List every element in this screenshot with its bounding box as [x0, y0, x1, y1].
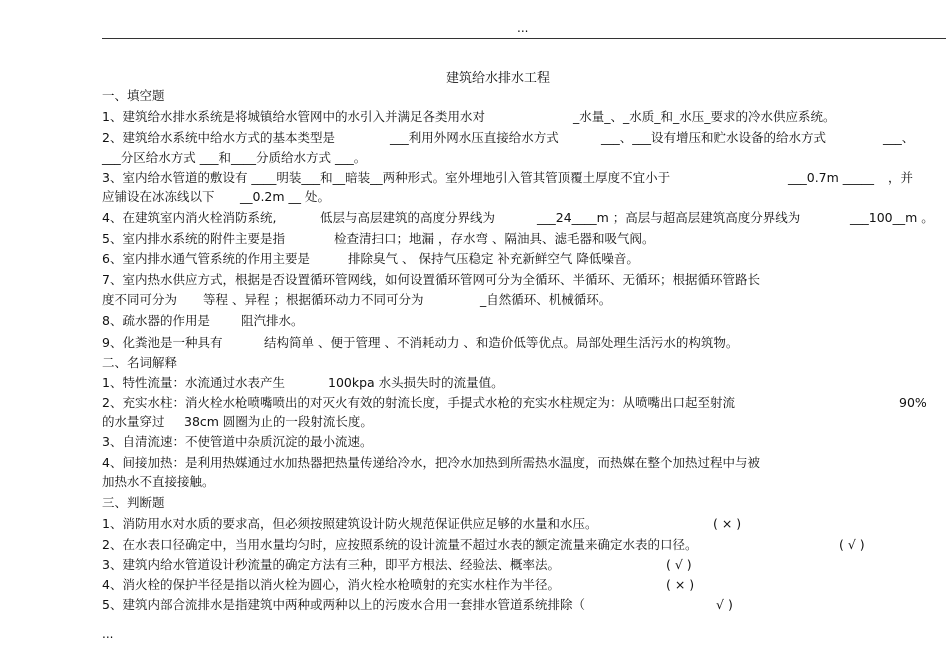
question-1: 1、建筑给水排水系统是将城镇给水管网中的水引入并满足各类用水对: [102, 109, 485, 124]
question-3-answer-1: ___0.7m _____: [788, 170, 875, 185]
judgement-2: 2、在水表口径确定中，当用水量均匀时，应按照系统的设计流量不超过水表的额定流量来确定水表的口径。: [102, 537, 698, 552]
question-9-answer: 结构简单 、便于管理 、不消耗动力 、和造价低等优点。局部处理生活污水的构筑物。: [264, 335, 739, 350]
question-2-answer-2: ___、___设有增压和贮水设备的给水方式: [601, 130, 827, 145]
question-2-answer-1: ___利用外网水压直接给水方式: [390, 130, 559, 145]
question-1-answer: _水量_、_水质_和_水压_要求的冷水供应系统。: [573, 109, 836, 124]
question-2-line-2: ___分区给水方式 ___和____分质给水方式 ___。: [102, 150, 367, 165]
judgement-5: 5、建筑内部合流排水是指建筑中两种或两种以上的污废水合用一套排水管道系统排除（: [102, 597, 585, 612]
question-2-line-1-end: ___、: [883, 130, 915, 145]
definition-2-line-2: 的水量穿过: [102, 414, 165, 429]
definition-2-line-2-rest: 38cm 圆圈为止的一段射流长度。: [184, 414, 373, 429]
document-title: 建筑给水排水工程: [446, 71, 551, 86]
judgement-1-mark: ( × ): [713, 516, 742, 531]
question-3-answer-2: __0.2m __ 处。: [240, 189, 331, 204]
question-3-line-2: 应铺设在冰冻线以下: [102, 189, 215, 204]
definition-2-line-1: 2、充实水柱：消火栓水枪喷嘴喷出的对灭火有效的射流长度，手提式水枪的充实水柱规定为：从喷嘴出口起至射流: [102, 395, 735, 410]
section-heading-fill-in: 一、填空题: [102, 88, 165, 103]
judgement-3: 3、建筑内给水管道设计秒流量的确定方法有三种，即平方根法、经验法、概率法。: [102, 557, 560, 572]
question-8-answer: 阻汽排水。: [241, 313, 304, 328]
question-3-line-1: 3、室内给水管道的敷设有 ____明装___和__暗装__两种形式。室外埋地引入管其管顶覆土厚度不宜小于: [102, 170, 671, 185]
question-2-line-1: 2、建筑给水系统中给水方式的基本类型是: [102, 130, 335, 145]
header-rule: [102, 38, 946, 39]
question-5-answer: 检查清扫口；地漏 ，存水弯 、隔油具、滤毛器和吸气阀。: [334, 231, 655, 246]
judgement-1: 1、消防用水对水质的要求高，但必须按照建筑设计防火规范保证供应足够的水量和水压。: [102, 516, 598, 531]
judgement-2-mark: ( √ ): [839, 537, 865, 552]
section-heading-true-false: 三、判断题: [102, 495, 165, 510]
definition-1-part-2: 100kpa 水头损失时的流量值。: [328, 375, 504, 390]
definition-3: 3、自清流速：不使管道中杂质沉淀的最小流速。: [102, 434, 373, 449]
question-4: 4、在建筑室内消火栓消防系统,: [102, 210, 277, 225]
question-7-line-1: 7、室内热水供应方式，根据是否设置循环管网线，如何设置循环管网可分为全循环、半循环、无循环；根据循环管路长: [102, 272, 760, 287]
judgement-3-mark: ( √ ): [666, 557, 692, 572]
judgement-4-mark: ( × ): [666, 577, 695, 592]
question-4-answer-1: ___24____m ；高层与超高层建筑高度分界线为: [537, 210, 801, 225]
judgement-4: 4、消火栓的保护半径是指以消火栓为圆心，消火栓水枪喷射的充实水柱作为半径。: [102, 577, 560, 592]
question-4-part-2: 低层与高层建筑的高度分界线为: [320, 210, 496, 225]
question-4-answer-2: ___100__m 。: [850, 210, 934, 225]
question-6: 6、室内排水通气管系统的作用主要是: [102, 251, 310, 266]
question-9: 9、化粪池是一种具有: [102, 335, 223, 350]
footer-dots: ...: [102, 627, 114, 641]
question-8: 8、疏水器的作用是: [102, 313, 210, 328]
question-7-answer-1: 等程 、异程 ；根据循环动力不同可分为: [203, 292, 424, 307]
definition-2-line-1-end: 90%: [899, 395, 927, 410]
definition-4-line-1: 4、间接加热：是利用热媒通过水加热器把热量传递给冷水，把冷水加热到所需热水温度，而热媒在整个加热过程中与被: [102, 455, 760, 470]
question-7-answer-2: _自然循环、机械循环。: [480, 292, 612, 307]
question-3-line-1-end: ，并: [888, 170, 914, 185]
judgement-5-mark: √ ): [716, 597, 733, 612]
definition-1: 1、特性流量：水流通过水表产生: [102, 375, 285, 390]
question-7-line-2: 度不同可分为: [102, 292, 178, 307]
question-5: 5、室内排水系统的附件主要是指: [102, 231, 285, 246]
question-6-answer: 排除臭气 、 保持气压稳定 补充新鲜空气 降低噪音。: [348, 251, 639, 266]
definition-4-line-2: 加热水不直接接触。: [102, 474, 215, 489]
section-heading-definitions: 二、名词解释: [102, 355, 178, 370]
header-dots: ...: [517, 21, 529, 35]
